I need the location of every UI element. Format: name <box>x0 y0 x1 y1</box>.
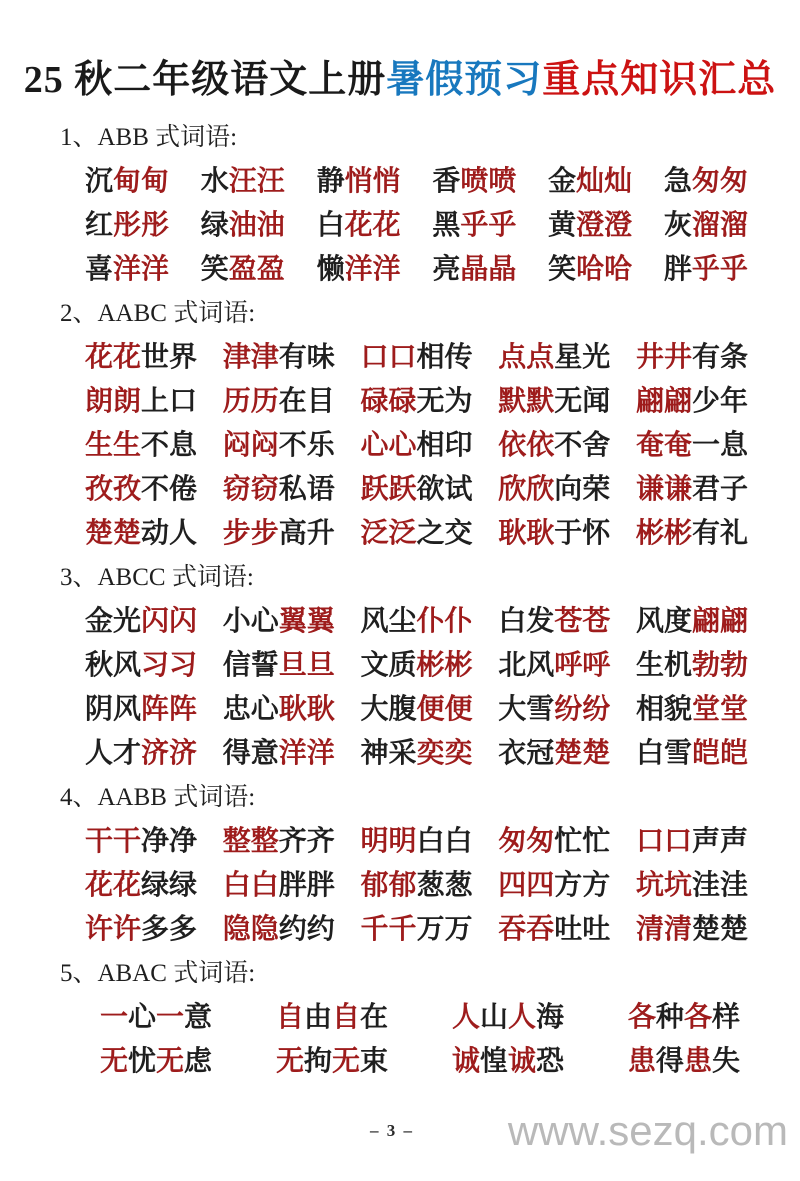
word: 历历在目 <box>222 386 335 417</box>
word: 坑坑洼洼 <box>635 870 748 901</box>
word: 灰溜溜 <box>663 210 748 241</box>
word: 明明白白 <box>360 826 473 857</box>
word: 花花绿绿 <box>85 870 198 901</box>
word: 绿油油 <box>200 210 285 241</box>
word: 一心一意 <box>100 1002 213 1033</box>
word: 衣冠楚楚 <box>498 738 611 769</box>
word-row <box>0 204 800 248</box>
word: 喜洋洋 <box>85 254 170 285</box>
word-row <box>0 468 800 512</box>
word-section <box>0 292 800 556</box>
section-heading: 4、AABB 式词语: <box>60 784 256 811</box>
section-heading: 1、ABB 式词语: <box>60 124 238 151</box>
word-row <box>0 732 800 776</box>
word: 得意洋洋 <box>222 738 335 769</box>
word: 生机勃勃 <box>635 650 748 681</box>
word: 跃跃欲试 <box>360 474 473 505</box>
word-section <box>0 776 800 952</box>
word: 泛泛之交 <box>360 518 473 549</box>
word: 匆匆忙忙 <box>498 826 611 857</box>
word: 四四方方 <box>498 870 611 901</box>
page-number: – 3 – <box>370 1121 414 1140</box>
word: 白花花 <box>316 210 401 241</box>
word: 白雪皑皑 <box>635 738 748 769</box>
word: 许许多多 <box>85 914 198 945</box>
word: 清清楚楚 <box>635 914 748 945</box>
word: 大腹便便 <box>360 694 473 725</box>
word: 人才济济 <box>85 738 198 769</box>
word: 无拘无束 <box>275 1046 389 1077</box>
section-heading: 2、AABC 式词语: <box>60 300 256 327</box>
word-sections <box>0 116 800 1084</box>
word: 隐隐约约 <box>222 914 335 945</box>
word: 朗朗上口 <box>85 386 198 417</box>
word: 胖乎乎 <box>663 254 748 285</box>
word-row <box>0 380 800 424</box>
word: 忠心耿耿 <box>222 694 335 725</box>
word: 香喷喷 <box>432 166 517 197</box>
word: 金灿灿 <box>548 166 633 197</box>
word: 吞吞吐吐 <box>498 914 611 945</box>
word: 阴风阵阵 <box>85 694 198 725</box>
word: 笑哈哈 <box>548 254 633 285</box>
word: 闷闷不乐 <box>222 430 335 461</box>
word: 欣欣向荣 <box>498 474 611 505</box>
word-row <box>0 908 800 952</box>
word-section <box>0 116 800 292</box>
word: 白白胖胖 <box>222 870 335 901</box>
word: 生生不息 <box>85 430 198 461</box>
word: 郁郁葱葱 <box>360 870 473 901</box>
word: 井井有条 <box>635 342 748 373</box>
document-page <box>0 50 800 1181</box>
word: 碌碌无为 <box>360 386 473 417</box>
word-row <box>0 600 800 644</box>
word-row <box>0 996 800 1040</box>
title-part-red: 重点知识汇总 <box>542 59 777 101</box>
word: 窃窃私语 <box>222 474 335 505</box>
word: 口口声声 <box>635 826 748 857</box>
word: 花花世界 <box>85 342 198 373</box>
word: 大雪纷纷 <box>498 694 611 725</box>
word-row <box>0 248 800 292</box>
word-row <box>0 512 800 556</box>
word: 谦谦君子 <box>635 474 748 505</box>
word: 楚楚动人 <box>85 518 198 549</box>
word: 风尘仆仆 <box>360 606 473 637</box>
word: 无忧无虑 <box>100 1046 213 1077</box>
word: 懒洋洋 <box>316 254 401 285</box>
word: 自由自在 <box>275 1002 389 1033</box>
word-row <box>0 1040 800 1084</box>
word-row <box>0 688 800 732</box>
title-part-black: 25 秋二年级语文上册 <box>23 59 387 101</box>
word: 信誓旦旦 <box>222 650 335 681</box>
word: 依依不舍 <box>498 430 611 461</box>
word: 默默无闻 <box>498 386 611 417</box>
word-section <box>0 952 800 1084</box>
word: 孜孜不倦 <box>85 474 198 505</box>
word: 亮晶晶 <box>432 254 517 285</box>
word: 黑乎乎 <box>432 210 517 241</box>
title-part-blue: 暑假预习 <box>386 59 543 101</box>
word: 急匆匆 <box>663 166 748 197</box>
word: 小心翼翼 <box>222 606 335 637</box>
word-section <box>0 556 800 776</box>
word: 口口相传 <box>360 342 473 373</box>
word: 步步高升 <box>222 518 335 549</box>
word: 人山人海 <box>451 1002 564 1033</box>
word: 秋风习习 <box>85 650 198 681</box>
word: 整整齐齐 <box>222 826 335 857</box>
word: 红彤彤 <box>85 210 170 241</box>
section-heading: 3、ABCC 式词语: <box>60 564 254 591</box>
section-heading: 5、ABAC 式词语: <box>60 960 256 987</box>
word: 点点星光 <box>498 342 611 373</box>
word: 静悄悄 <box>316 166 401 197</box>
watermark: www.sezq.com <box>507 1107 788 1154</box>
word: 干干净净 <box>85 826 198 857</box>
word: 黄澄澄 <box>548 210 633 241</box>
word: 各种各样 <box>627 1002 740 1033</box>
page-title <box>0 50 800 110</box>
word: 千千万万 <box>360 914 473 945</box>
word: 神采奕奕 <box>360 738 473 769</box>
word-row <box>0 820 800 864</box>
word-row <box>0 160 800 204</box>
word: 津津有味 <box>222 342 335 373</box>
word: 奄奄一息 <box>635 430 748 461</box>
word: 患得患失 <box>627 1046 740 1077</box>
page-footer <box>0 1107 800 1181</box>
word: 沉甸甸 <box>85 166 170 197</box>
word: 风度翩翩 <box>635 606 748 637</box>
word-row <box>0 644 800 688</box>
word: 文质彬彬 <box>360 650 473 681</box>
word-row <box>0 336 800 380</box>
word: 北风呼呼 <box>498 650 611 681</box>
word: 笑盈盈 <box>200 254 285 285</box>
word: 相貌堂堂 <box>635 694 748 725</box>
word: 翩翩少年 <box>635 386 748 417</box>
word: 金光闪闪 <box>85 606 198 637</box>
word: 心心相印 <box>360 430 473 461</box>
word: 白发苍苍 <box>498 606 611 637</box>
word: 耿耿于怀 <box>498 518 611 549</box>
word-row <box>0 864 800 908</box>
word: 彬彬有礼 <box>635 518 748 549</box>
word-row <box>0 424 800 468</box>
word: 诚惶诚恐 <box>451 1046 564 1077</box>
word: 水汪汪 <box>200 166 285 197</box>
